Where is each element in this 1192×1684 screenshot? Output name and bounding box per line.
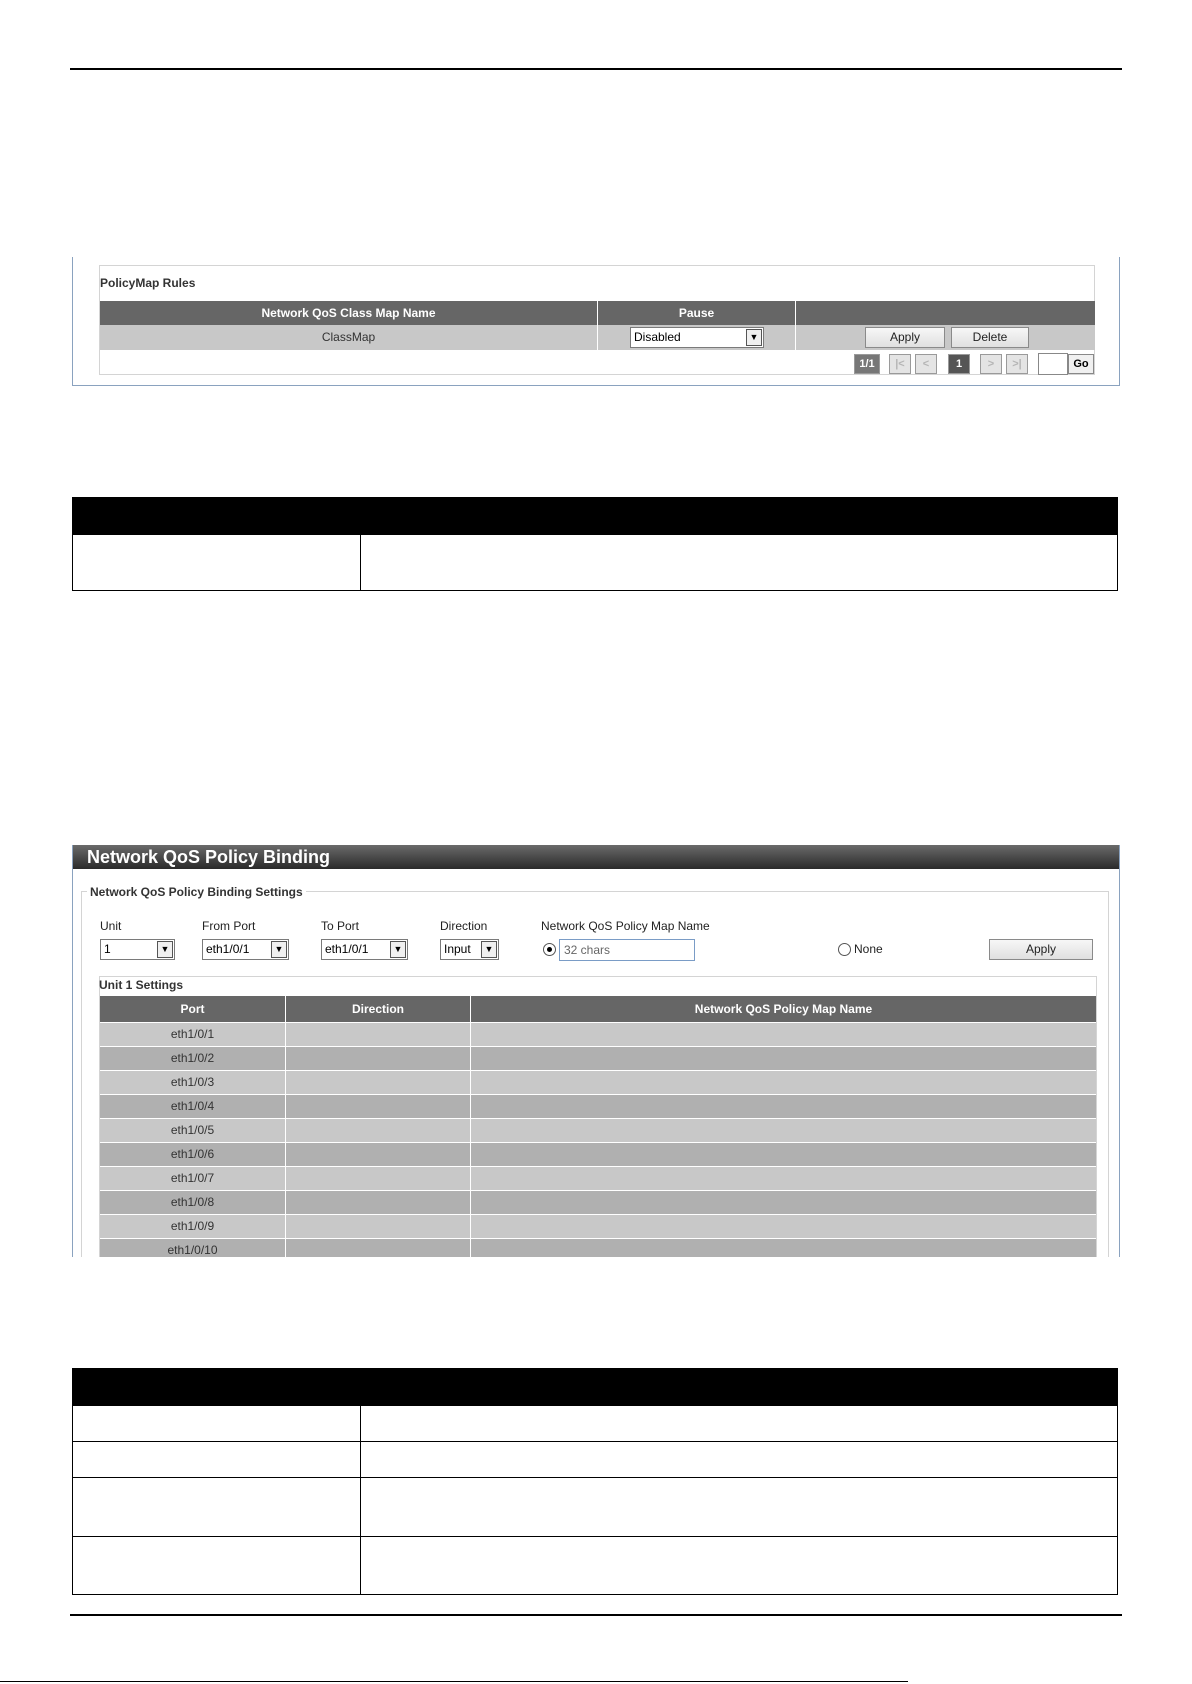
policy-map-name-cell: [471, 1215, 1096, 1238]
table-row: [100, 325, 1095, 350]
port-cell: eth1/0/3: [170, 1075, 215, 1089]
table-row: [100, 1094, 1096, 1118]
policy-map-name-radio[interactable]: [543, 943, 556, 956]
policy-map-name-cell: [471, 1119, 1096, 1142]
from-port-label: From Port: [202, 919, 256, 933]
direction-cell: [286, 1095, 470, 1118]
direction-cell: [286, 1143, 470, 1166]
unit-settings-title: Unit 1 Settings: [99, 978, 184, 992]
table-row: [73, 1477, 1117, 1536]
table-row: [100, 1118, 1096, 1142]
table-row: [100, 1190, 1096, 1214]
pause-select-value: Disabled: [634, 330, 681, 344]
policy-map-name-input[interactable]: 32 chars: [559, 939, 695, 961]
table-row: [100, 1238, 1096, 1257]
port-cell: eth1/0/2: [170, 1051, 215, 1065]
table-row: [73, 1536, 1117, 1594]
table-row: [73, 1441, 1117, 1477]
to-port-select-value: eth1/0/1: [325, 942, 369, 956]
policy-map-name-cell: [471, 1143, 1096, 1166]
none-radio[interactable]: [838, 943, 851, 956]
window-title: Network QoS Policy Binding: [73, 845, 1119, 869]
direction-select-value: Input: [444, 942, 471, 956]
port-cell: eth1/0/8: [170, 1195, 215, 1209]
policy-map-name-cell: [471, 1095, 1096, 1118]
port-cell: eth1/0/5: [170, 1123, 215, 1137]
direction-cell: [286, 1239, 470, 1257]
column-header: [796, 301, 1095, 325]
apply-button[interactable]: Apply: [865, 327, 945, 348]
column-header: Network QoS Policy Map Name: [694, 1002, 873, 1016]
page-header-rule: [70, 68, 1122, 70]
none-label: None: [854, 942, 883, 956]
unit-label: Unit: [100, 919, 122, 933]
port-cell: eth1/0/9: [170, 1219, 215, 1233]
table-row: [100, 1166, 1096, 1190]
chevron-down-icon: ▼: [746, 329, 762, 346]
current-page-button[interactable]: 1: [948, 354, 970, 374]
last-page-button[interactable]: >|: [1006, 354, 1028, 374]
table-header: [73, 498, 1117, 534]
delete-button[interactable]: Delete: [951, 327, 1029, 348]
column-header: Network QoS Class Map Name: [261, 306, 436, 320]
footnote-rule: [0, 1681, 908, 1682]
table-row: [100, 1046, 1096, 1070]
policy-map-name-cell: [471, 1071, 1096, 1094]
direction-label: Direction: [440, 919, 488, 933]
column-header: Direction: [351, 1002, 404, 1016]
direction-cell: [286, 1191, 470, 1214]
table-row: [100, 1142, 1096, 1166]
first-page-button[interactable]: |<: [889, 354, 911, 374]
chevron-down-icon: ▼: [390, 941, 406, 958]
qos-policy-binding-window: [72, 845, 1120, 1257]
apply-button[interactable]: Apply: [989, 939, 1093, 960]
pause-select[interactable]: [630, 327, 764, 348]
policymap-rules-fieldset: [99, 265, 1095, 375]
page-info: 1/1: [854, 354, 880, 374]
policy-map-name-cell: [471, 1191, 1096, 1214]
table-header: [100, 996, 1096, 1022]
section-title: PolicyMap Rules: [100, 276, 196, 290]
table-row: [100, 1214, 1096, 1238]
policy-map-name-label: Network QoS Policy Map Name: [541, 919, 710, 933]
direction-cell: [286, 1215, 470, 1238]
chevron-down-icon: ▼: [481, 941, 497, 958]
direction-select[interactable]: [440, 939, 499, 960]
table-header: [73, 1369, 1117, 1405]
parameter-table-2: [72, 1368, 1118, 1595]
table-row: [73, 1405, 1117, 1441]
port-cell: eth1/0/1: [170, 1027, 215, 1041]
chevron-down-icon: ▼: [157, 941, 173, 958]
policymap-rules-panel: [72, 257, 1120, 386]
policy-map-name-cell: [471, 1047, 1096, 1070]
direction-cell: [286, 1047, 470, 1070]
from-port-select[interactable]: [202, 939, 289, 960]
column-header: Port: [180, 1002, 205, 1016]
to-port-select[interactable]: [321, 939, 408, 960]
class-map-name-cell: ClassMap: [321, 330, 376, 344]
page-number-input[interactable]: [1038, 353, 1068, 375]
column-header: Pause: [678, 306, 715, 320]
settings-legend: Network QoS Policy Binding Settings: [87, 885, 306, 899]
policy-map-name-cell: [471, 1167, 1096, 1190]
policy-map-name-cell: [471, 1023, 1096, 1046]
unit-select-value: 1: [104, 942, 111, 956]
policy-map-name-cell: [471, 1239, 1096, 1257]
go-button[interactable]: Go: [1068, 354, 1094, 374]
direction-cell: [286, 1167, 470, 1190]
page-footer-rule: [70, 1614, 1122, 1616]
to-port-label: To Port: [321, 919, 360, 933]
table-header: [100, 301, 1095, 325]
port-cell: eth1/0/7: [170, 1171, 215, 1185]
direction-cell: [286, 1071, 470, 1094]
port-binding-table: [100, 996, 1096, 1257]
port-cell: eth1/0/4: [170, 1099, 215, 1113]
port-cell: eth1/0/10: [167, 1243, 218, 1257]
next-page-button[interactable]: >: [980, 354, 1002, 374]
parameter-table-1: [72, 497, 1118, 591]
table-row: [100, 1022, 1096, 1046]
table-row: [100, 1070, 1096, 1094]
direction-cell: [286, 1119, 470, 1142]
prev-page-button[interactable]: <: [915, 354, 937, 374]
chevron-down-icon: ▼: [271, 941, 287, 958]
from-port-select-value: eth1/0/1: [206, 942, 250, 956]
port-cell: eth1/0/6: [170, 1147, 215, 1161]
direction-cell: [286, 1023, 470, 1046]
unit-select[interactable]: [100, 939, 175, 960]
table-row: [73, 534, 1117, 590]
